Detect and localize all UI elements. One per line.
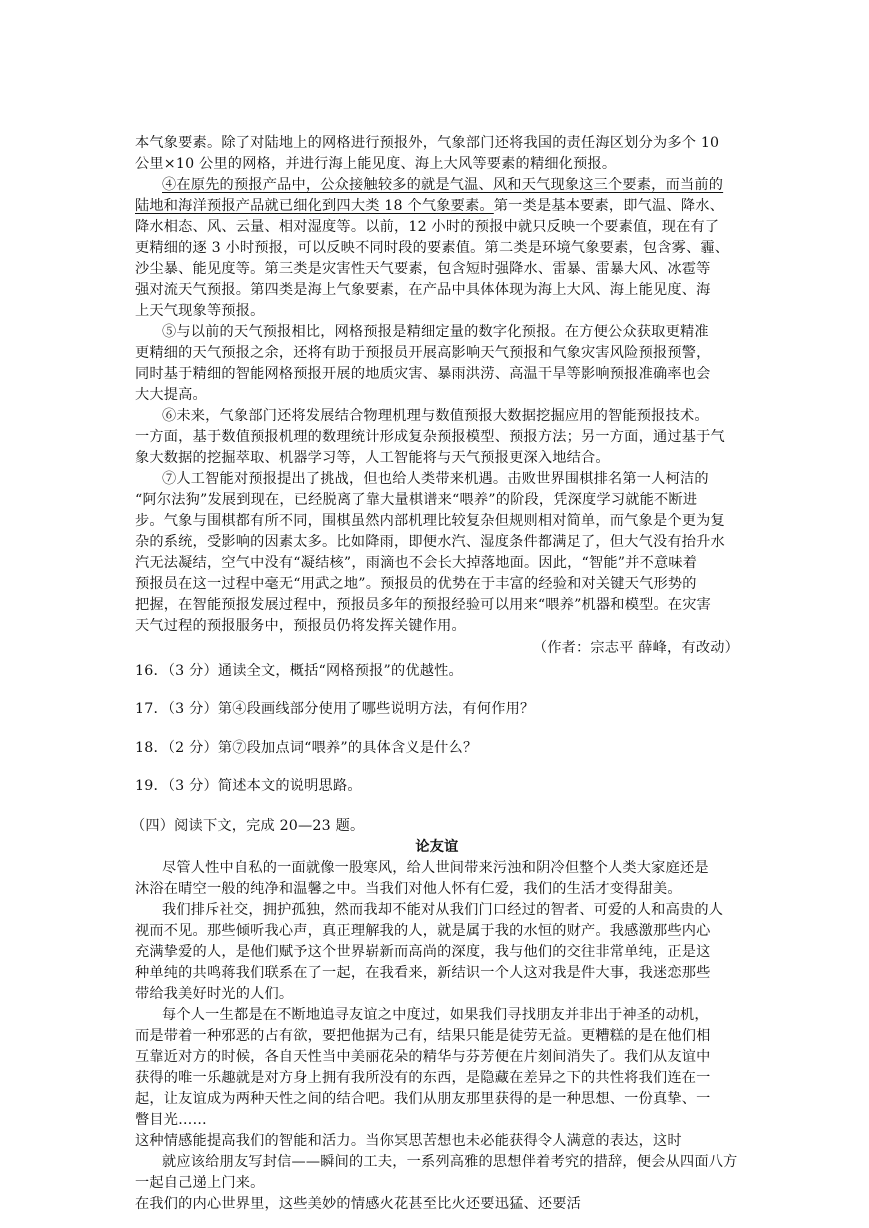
question-17: 17．（3 分）第④段画线部分使用了哪些说明方法，有何作用？ (135, 701, 535, 717)
text-line: 一起自己递上门来。 (135, 1175, 265, 1191)
text-line: 降水相态、风、云量、相对湿度等。以前，12 小时的预报中就只反映一个要素值，现在有了 (135, 219, 720, 235)
text-line: 充满挚爱的人，是他们赋予这个世界崭新而高尚的深度，我与他们的交往非常单纯，正是这 (135, 944, 711, 960)
text-line: 大大提高。 (135, 387, 207, 403)
section-heading: （四）阅读下文，完成 20—23 题。 (131, 818, 365, 834)
text-line: 本气象要素。除了对陆地上的网格进行预报外，气象部门还将我国的责任海区划分为多个 10 (135, 135, 720, 151)
text-line: 天气过程的预报服务中，预报员仍将发挥关键作用。 (135, 618, 466, 634)
text-line: 起，让友谊成为两种天性之间的结合吧。我们从朋友那里获得的是一种思想、一份真挚、一 (135, 1091, 711, 1107)
text-line: 强对流天气预报。第四类是海上气象要素，在产品中具体体现为海上大风、海上能见度、海 (135, 282, 711, 298)
text-line: “阿尔法狗”发展到现在，已经脱离了靠大量棋谱来“喂养”的阶段，凭深度学习就能不断进 (135, 492, 698, 508)
text-line: 预报员在这一过程中毫无“用武之地”。预报员的优势在于丰富的经验和对关键天气形势的 (135, 576, 697, 592)
text-line: 杂的系统，受影响的因素太多。比如降雨，即便水汽、湿度条件都满足了，但大气没有抬升水 (135, 534, 725, 550)
text-line: 沙尘暴、能见度等。第三类是灾害性天气要素，包含短时强降水、雷暴、雷暴大风、冰雹等 (135, 261, 711, 277)
underlined-text: 陆地和海洋预报产品就已细化到四大类 18 个气象要素。 (135, 198, 494, 214)
text-line: 象大数据的挖掘萃取、机器学习等，人工智能将与天气预报更深入地结合。 (135, 450, 610, 466)
text-line: 带给我美好时光的人们。 (135, 986, 294, 1002)
text-line: 我们排斥社交，拥护孤独，然而我却不能对从我们门口经过的智者、可爱的人和高贵的人 (162, 902, 724, 918)
text-line: 同时基于精细的智能网格预报开展的地质灾害、暴雨洪涝、高温干旱等影响预报准确率也会 (135, 366, 711, 382)
article-title: 论友谊 (415, 839, 459, 855)
text-line: 这种情感能提高我们的智能和活力。当你冥思苦想也未必能获得令人满意的表达，这时 (135, 1133, 682, 1149)
text-line: ⑥未来，气象部门还将发展结合物理机理与数值预报大数据挖掘应用的智能预报技术。 (162, 408, 709, 424)
text-line: 获得的唯一乐趣就是对方身上拥有我所没有的东西，是隐藏在差异之下的共性将我们连在一 (135, 1070, 711, 1086)
text-line: 公里×10 公里的网格，并进行海上能见度、海上大风等要素的精细化预报。 (135, 156, 617, 172)
text-line: 互靠近对方的时候，各自天性当中美丽花朵的精华与芬芳便在片刻间消失了。我们从友谊中 (135, 1049, 711, 1065)
text-line: 步。气象与围棋都有所不同，围棋虽然内部机理比较复杂但规则相对简单，而气象是个更为复 (135, 513, 725, 529)
text-line: 视而不见。那些倾听我心声，真正理解我的人，就是属于我的水恒的财产。我感激那些内心 (135, 923, 711, 939)
text-line: 更精细的逐 3 小时预报，可以反映不同时段的要素值。第二类是环境气象要素，包含雾、霾、 (135, 240, 730, 256)
question-18: 18．（2 分）第⑦段加点词“喂养”的具体含义是什么？ (135, 740, 478, 756)
text-line: 一方面，基于数值预报机理的数理统计形成复杂预报模型、预报方法；另一方面，通过基于气 (135, 429, 725, 445)
author-credit: （作者：宗志平 薛峰，有改动） (532, 640, 739, 656)
question-19: 19．（3 分）简述本文的说明思路。 (135, 778, 362, 794)
text-line: ⑤与以前的天气预报相比，网格预报是精细定量的数字化预报。在方便公众获取更精准 (162, 324, 709, 340)
text-line: 尽管人性中自私的一面就像一股寒风，给人世间带来污浊和阴冷但整个人类大家庭还是 (162, 860, 709, 876)
text-line: 更精细的天气预报之余，还将有助于预报员开展高影响天气预报和气象灾害风险预报预警， (135, 345, 711, 361)
text-line: 而是带着一种邪恶的占有欲，要把他据为己有，结果只能是徒劳无益。更糟糕的是在他们相 (135, 1028, 711, 1044)
text-line: 上天气现象等预报。 (135, 303, 265, 319)
text-span: 在我们的内心世界里，这些美妙的情感火花甚至比火还要迅猛、还要活 (135, 1196, 582, 1212)
text-line: 就应该给朋友写封信——瞬间的工夫，一系列高雅的思想伴着考究的措辞，便会从四面八方 (162, 1154, 738, 1170)
text-span: 第一类是基本要素，即气温、降水、 (493, 198, 724, 214)
text-line: 沐浴在晴空一般的纯净和温馨之中。当我们对他人怀有仁爱，我们的生活才变得甜美。 (135, 881, 682, 897)
text-line: 把握，在智能预报发展过程中，预报员多年的预报经验可以用来“喂养”机器和模型。在灾害 (135, 597, 712, 613)
text-line: 种单纯的共鸣蒋我们联系在了一起，在我看来，新结识一个人这对我是件大事，我迷恋那些 (135, 965, 711, 981)
text-line (135, 1194, 739, 1214)
text-line: 每个人一生都是在不断地追寻友谊之中度过，如果我们寻找朋友并非出于神圣的动机， (162, 1007, 709, 1023)
text-line: 汽无法凝结，空气中没有“凝结核”，雨滴也不会长大掉落地面。因此，“智能”并不意味着 (135, 555, 698, 571)
question-16: 16．（3 分）通读全文，概括“网格预报”的优越性。 (135, 663, 463, 679)
text-line (135, 196, 739, 216)
text-line: 瞥目光…… (135, 1112, 207, 1128)
text-line: ⑦人工智能对预报提出了挑战，但也给人类带来机遇。击败世界围棋排名第一人柯洁的 (162, 471, 709, 487)
underlined-line: ④在原先的预报产品中，公众接触较多的就是气温、风和天气现象这三个要素，而当前的 (162, 177, 724, 193)
